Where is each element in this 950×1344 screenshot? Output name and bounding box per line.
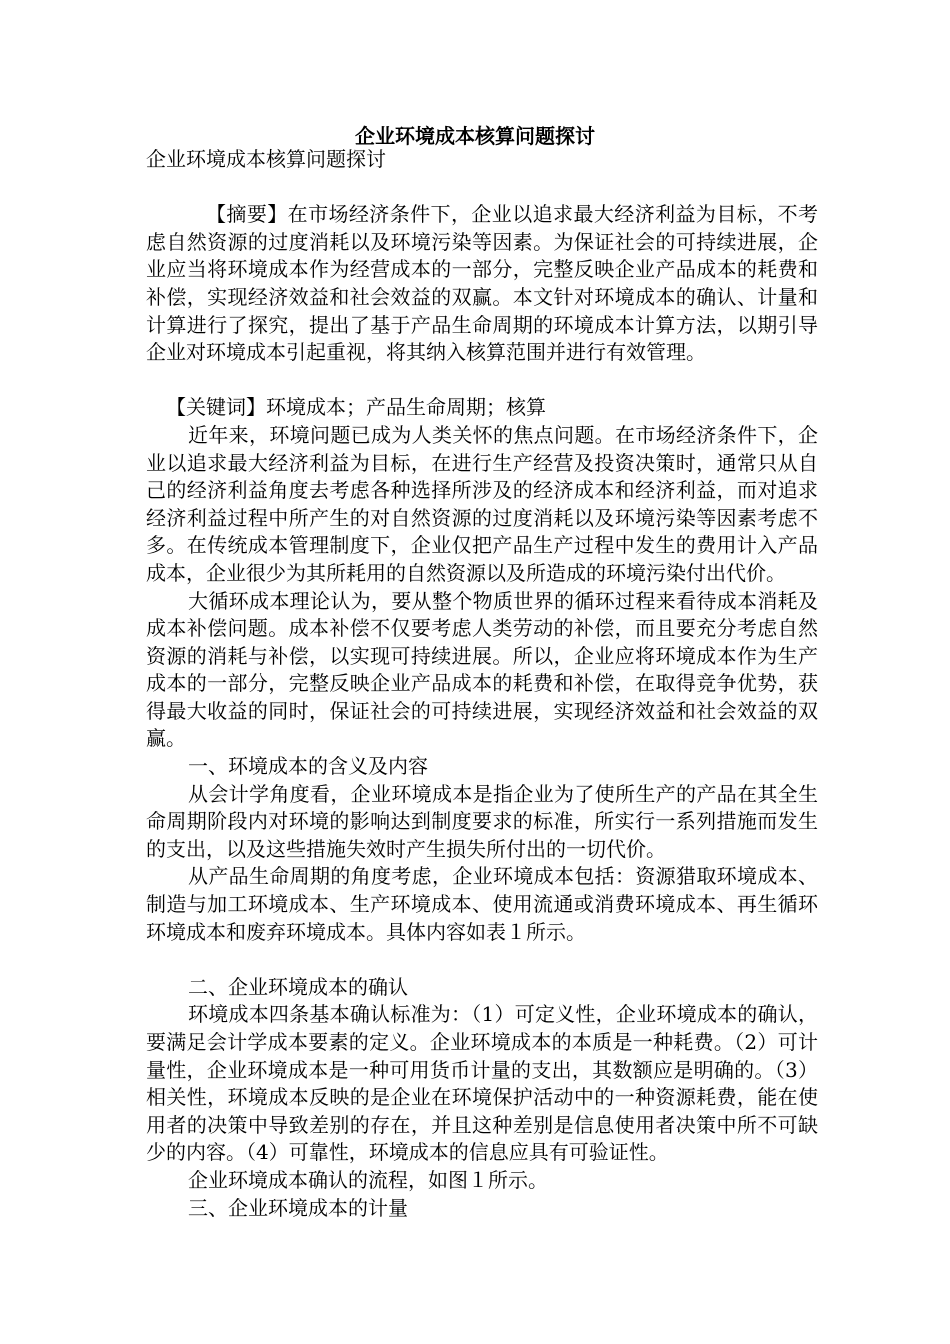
section-heading: 一、环境成本的含义及内容	[188, 754, 428, 779]
body-paragraph: 近年来，环境问题已成为人类关怀的焦点问题。在市场经济条件下，企业以追求最大经济利益为目标，在进行生产经营及投资决策时，通常只从自己的经济利益角度去考虑各种选择所涉及的经济成本和经济利益，而对追求经济利益过程中所产生的对自然资源的过度消耗以及环境污染等因素考虑不多。在传统成本管理制度下，企业仅把产品生产过程中发生的费用计入产品成本，企业很少为其所耗用的自然资源以及所造成的环境污染付出代价。	[146, 422, 818, 585]
body-paragraph: 从产品生命周期的角度考虑，企业环境成本包括：资源猎取环境成本、制造与加工环境成本、生产环境成本、使用流通或消费环境成本、再生循环环境成本和废弃环境成本。具体内容如表１所示。	[146, 864, 818, 944]
section-heading: 二、企业环境成本的确认	[188, 974, 408, 999]
document-subtitle: 企业环境成本核算问题探讨	[146, 147, 386, 171]
abstract-paragraph: 【摘要】在市场经济条件下，企业以追求最大经济利益为目标，不考虑自然资源的过度消耗以及环境污染等因素。为保证社会的可持续进展，企业应当将环境成本作为经营成本的一部分，完整反映企业产品成本的耗费和补偿，实现经济效益和社会效益的双赢。本文针对环境成本的确认、计量和计算进行了探究，提出了基于产品生命周期的环境成本计算方法，以期引导企业对环境成本引起重视，将其纳入核算范围并进行有效管理。	[146, 202, 818, 365]
body-paragraph: 大循环成本理论认为，要从整个物质世界的循环过程来看待成本消耗及成本补偿问题。成本补偿不仅要考虑人类劳动的补偿，而且要充分考虑自然资源的消耗与补偿，以实现可持续进展。所以，企业应将环境成本作为生产成本的一部分，完整反映企业产品成本的耗费和补偿，在取得竞争优势，获得最大收益的同时，保证社会的可持续进展，实现经济效益和社会效益的双赢。	[146, 588, 818, 751]
document-title: 企业环境成本核算问题探讨	[355, 124, 595, 148]
blank-line	[146, 174, 818, 202]
body-paragraph: 企业环境成本确认的流程，如图１所示。	[188, 1167, 548, 1192]
section-heading: 三、企业环境成本的计量	[188, 1195, 408, 1220]
body-paragraph: 从会计学角度看，企业环境成本是指企业为了使所生产的产品在其全生命周期阶段内对环境的影响达到制度要求的标准，所实行一系列措施而发生的支出，以及这些措施失效时产生损失所付出的一切代价。	[146, 781, 818, 861]
blank-line	[146, 367, 818, 395]
body-paragraph: 环境成本四条基本确认标准为：（1）可定义性，企业环境成本的确认，要满足会计学成本要素的定义。企业环境成本的本质是一种耗费。（2）可计量性，企业环境成本是一种可用货币计量的支出，其数额应是明确的。（3）相关性，环境成本反映的是企业在环境保护活动中的一种资源耗费，能在使用者的决策中导致差别的存在，并且这种差别是信息使用者决策中所不可缺少的内容。（4）可靠性，环境成本的信息应具有可验证性。	[146, 1002, 818, 1165]
blank-line	[146, 946, 818, 974]
document-body	[146, 146, 818, 1222]
keywords-paragraph: 【关键词】环境成本；产品生命周期；核算	[166, 395, 546, 420]
